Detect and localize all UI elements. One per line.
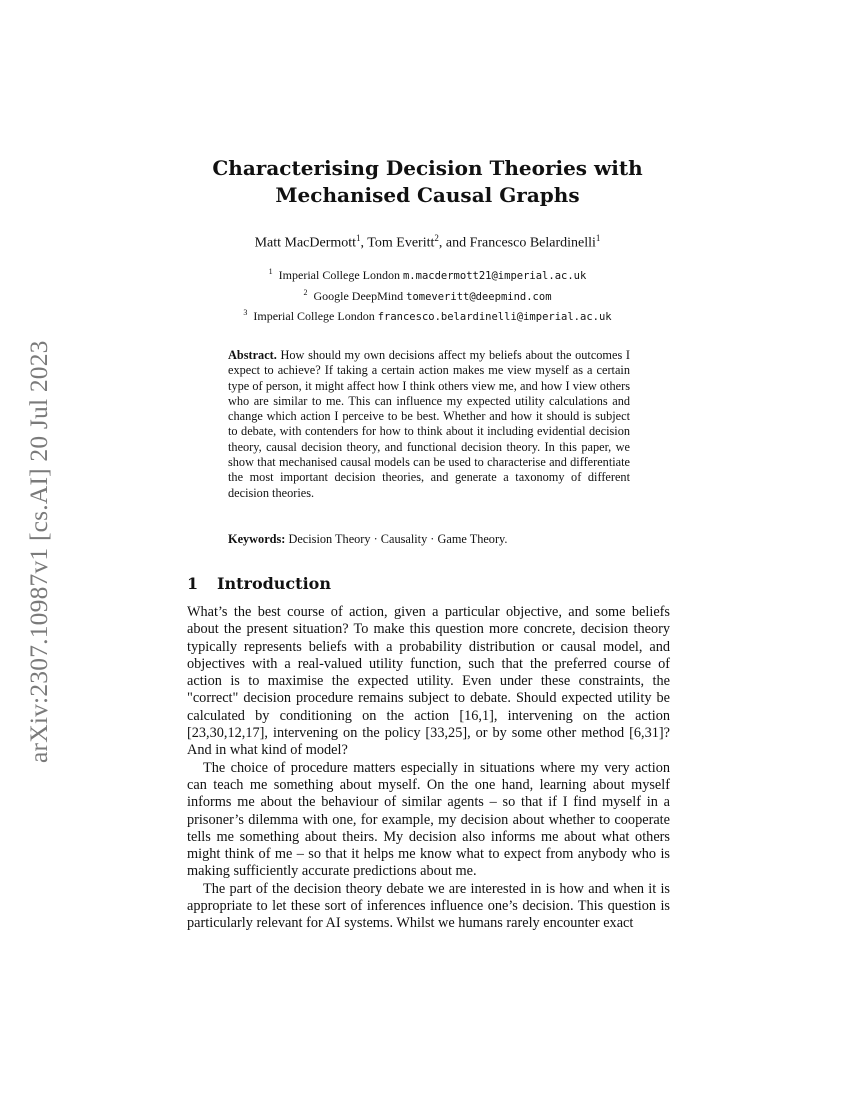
author-name: Matt MacDermott [254, 235, 357, 251]
affiliation-line [150, 264, 705, 285]
affiliation-org: Imperial College London [278, 268, 400, 282]
section-number: 1 [187, 574, 199, 593]
affiliation-number: 1 [268, 267, 273, 276]
keywords-label: Keywords: [228, 532, 286, 546]
affiliation-line [150, 305, 705, 326]
paper-title [150, 155, 705, 209]
author-affiliation-mark: 1 [356, 233, 361, 243]
affiliation-number: 3 [243, 308, 248, 317]
paper-title-line-1: Characterising Decision Theories with [212, 156, 643, 180]
author-name: Francesco Belardinelli [469, 235, 596, 251]
keywords-text: Decision Theory · Causality · Game Theory. [288, 532, 508, 546]
author-affiliation-mark: 1 [595, 233, 601, 243]
paragraph: What’s the best course of action, given a particular objective, and some beliefs about the present situation? To make this question more concrete, decision theory typically represents beliefs with a probability distribution or causal model, and objectives with a real-valued utility function, such that the preferred course of action is to maximise the expected utility. Even under these constraints, the "correct" decision procedure remains subject to debate. Should expected utility be calculated by conditioning on the action [16,1], intervening on the action [23,30,12,17], intervening on the policy [33,25], or by some other method [6,31]? And in what kind of model? [187, 604, 670, 759]
section-title: Introduction [217, 574, 331, 593]
affiliation-line [150, 285, 705, 306]
paragraph: The part of the decision theory debate we are interested in is how and when it is appropriate to let these sort of inferences influence one’s decision. This question is particularly relevant for AI systems. Whilst we humans rarely encounter exact [187, 880, 670, 932]
paragraph: The choice of procedure matters especially in situations where my very action can teach me something about myself. On the one hand, learning about myself informs me about the behaviour of similar agents – so that if I find myself in a prisoner’s dilemma with one, for example, my decision about whether to cooperate tells me something about theirs. My decision also informs me about what others might think of me – so that it helps me know what to expect from anybody who is making sufficiently accurate predictions about me. [187, 759, 670, 880]
paper-title-line-2: Mechanised Causal Graphs [275, 183, 580, 207]
abstract-text: How should my own decisions affect my beliefs about the outcomes I expect to achieve? If taking a certain action makes me view myself as a certain type of person, it might affect how I think others view me, and how I view others who are similar to me. This can influence my expected utility calculations and change which action I perceive to be best. Whether and how it should is subject to debate, with contenders for how to think about it including evidential decision theory, causal decision theory, and functional decision theory. In this paper, we show that mechanised causal models can be used to characterise and differentiate the most important decision theories, and generate a taxonomy of different decision theories. [228, 348, 630, 500]
author-name: Tom Everitt [367, 235, 435, 251]
arxiv-identifier-stamp: arXiv:2307.10987v1 [cs.AI] 20 Jul 2023 [24, 340, 53, 763]
keywords [228, 532, 630, 547]
affiliation-org: Google DeepMind [313, 288, 404, 303]
affiliation-list [150, 264, 705, 326]
body-text [187, 604, 670, 933]
abstract-label: Abstract. [228, 348, 277, 362]
author-separator: , and [438, 235, 470, 251]
abstract [228, 348, 630, 501]
affiliation-number: 2 [303, 287, 308, 297]
affiliation-email[interactable]: francesco.belardinelli@imperial.ac.uk [377, 311, 612, 323]
author-list [150, 233, 705, 252]
affiliation-email[interactable]: m.macdermott21@imperial.ac.uk [402, 270, 587, 282]
author-affiliation-mark: 2 [434, 233, 439, 243]
author-separator: , [360, 235, 368, 251]
section-heading [187, 574, 667, 593]
affiliation-org: Imperial College London [253, 309, 375, 323]
affiliation-email[interactable]: tomeveritt@deepmind.com [406, 290, 552, 303]
